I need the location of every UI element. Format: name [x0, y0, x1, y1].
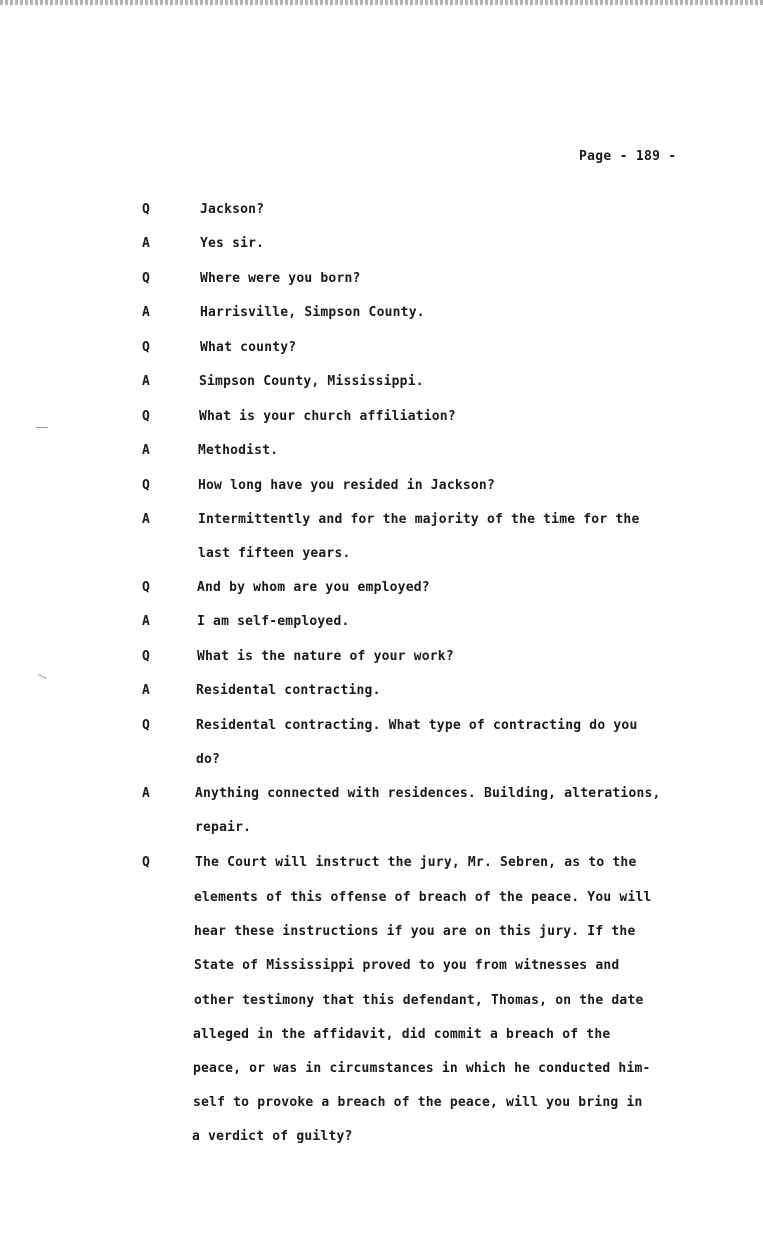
speaker-label: Q — [142, 409, 150, 424]
transcript-line: self to provoke a breach of the peace, will you bring in — [193, 1095, 643, 1110]
transcript-line: What is your church affiliation? — [199, 409, 456, 424]
transcript-line: repair. — [195, 820, 252, 835]
speaker-label: A — [142, 683, 150, 698]
speaker-label: A — [142, 374, 150, 389]
speaker-label: Q — [142, 271, 150, 286]
transcript-line: Harrisville, Simpson County. — [200, 305, 425, 320]
speaker-label: Q — [142, 855, 150, 870]
transcript-line: Anything connected with residences. Building, alterations, — [195, 786, 661, 801]
speaker-label: A — [142, 443, 150, 458]
speaker-label: Q — [142, 718, 150, 733]
transcript-line: What is the nature of your work? — [197, 649, 454, 664]
transcript-line: Residental contracting. What type of contracting do you — [196, 718, 638, 733]
page-number: Page - 189 - — [579, 149, 677, 164]
speaker-label: A — [142, 512, 150, 527]
speaker-label: Q — [142, 649, 150, 664]
transcript-line: Yes sir. — [200, 236, 265, 251]
speaker-label: A — [142, 236, 150, 251]
transcript-line: Methodist. — [198, 443, 279, 458]
transcript-line: Simpson County, Mississippi. — [199, 374, 424, 389]
transcript-line: The Court will instruct the jury, Mr. Sebren, as to the — [195, 855, 637, 870]
speaker-label: A — [142, 305, 150, 320]
transcript-line: hear these instructions if you are on this jury. If the — [194, 924, 636, 939]
transcript-line: last fifteen years. — [198, 546, 351, 561]
speaker-label: Q — [142, 478, 150, 493]
transcript-line: elements of this offense of breach of the peace. You will — [194, 890, 652, 905]
transcript-line: other testimony that this defendant, Thomas, on the date — [194, 993, 644, 1008]
transcript-line: State of Mississippi proved to you from witnesses and — [194, 958, 620, 973]
transcript-line: a verdict of guilty? — [192, 1129, 353, 1144]
transcript-line: Where were you born? — [200, 271, 361, 286]
speaker-label: A — [142, 786, 150, 801]
speaker-label: Q — [142, 340, 150, 355]
transcript-line: How long have you resided in Jackson? — [198, 478, 495, 493]
transcript-line: I am self-employed. — [197, 614, 350, 629]
speaker-label: Q — [142, 580, 150, 595]
speaker-label: A — [142, 614, 150, 629]
transcript-line: What county? — [200, 340, 297, 355]
transcript-line: Jackson? — [200, 202, 265, 217]
transcript-line: Residental contracting. — [196, 683, 381, 698]
speaker-label: Q — [142, 202, 150, 217]
transcript-line: peace, or was in circumstances in which he conducted him- — [193, 1061, 651, 1076]
transcript-line: do? — [196, 752, 221, 767]
transcript-line: alleged in the affidavit, did commit a breach of the — [193, 1027, 611, 1042]
transcript-line: And by whom are you employed? — [197, 580, 430, 595]
transcript-line: Intermittently and for the majority of the time for the — [198, 512, 640, 527]
